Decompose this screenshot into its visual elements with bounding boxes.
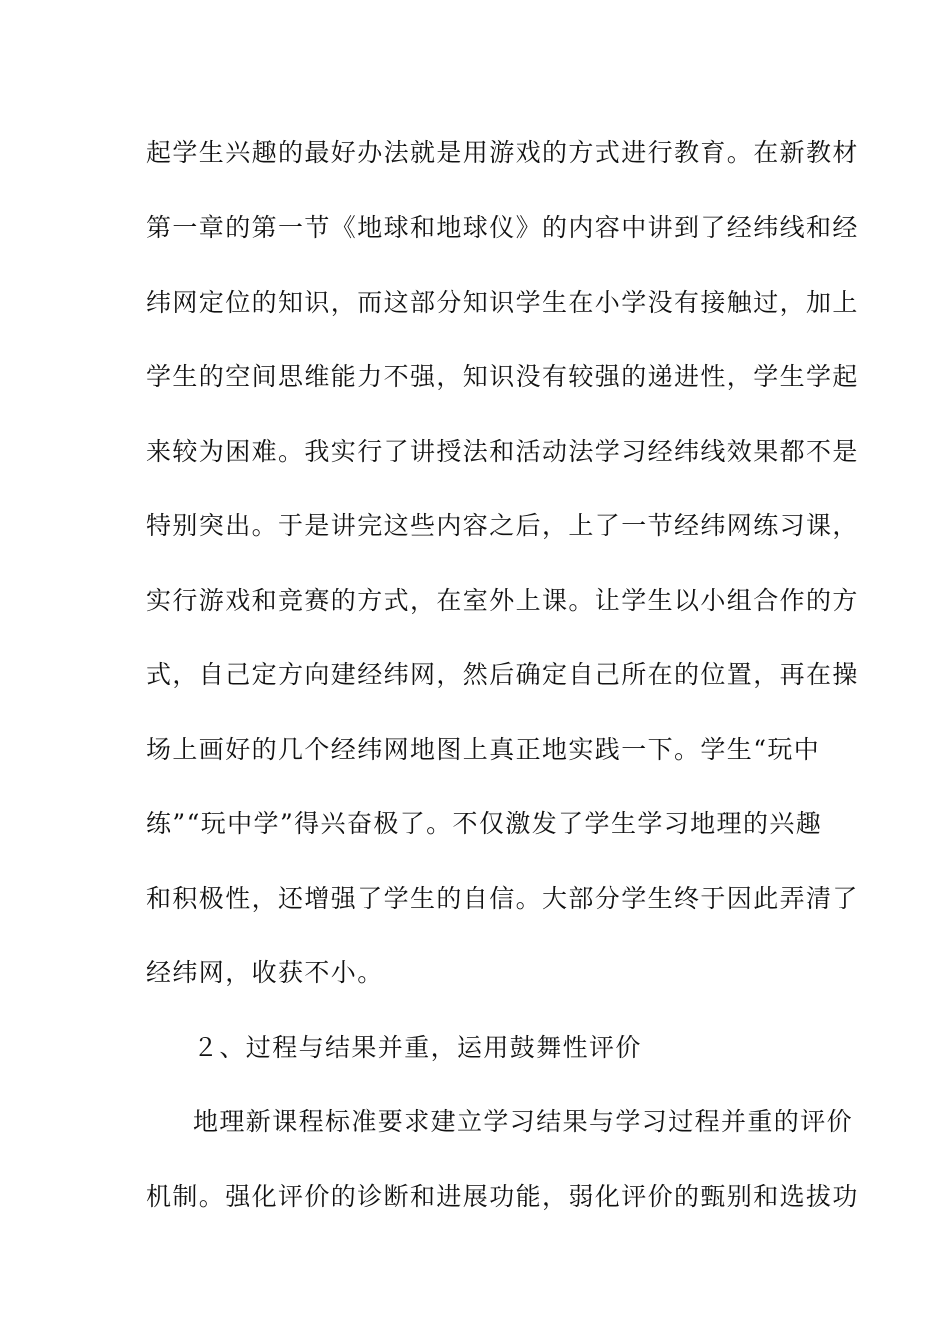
text-line: 式，自己定方向建经纬网，然后确定自己所在的位置，再在操 <box>146 660 859 689</box>
text-line: 机制。强化评价的诊断和进展功能，弱化评价的甄别和选拔功 <box>146 1182 859 1211</box>
text-line: 第一章的第一节《地球和地球仪》的内容中讲到了经纬线和经 <box>146 213 859 242</box>
text-line: 特别突出。于是讲完这些内容之后，上了一节经纬网练习课， <box>146 511 859 540</box>
text-line: 场上画好的几个经纬网地图上真正地实践一下。学生“玩中 <box>146 735 821 764</box>
text-line: 经纬网，收获不小。 <box>146 958 384 987</box>
text-line: 起学生兴趣的最好办法就是用游戏的方式进行教育。在新教材 <box>146 138 859 167</box>
text-line: 实行游戏和竞赛的方式，在室外上课。让学生以小组合作的方 <box>146 586 859 615</box>
text-line: 地理新课程标准要求建立学习结果与学习过程并重的评价 <box>193 1107 854 1136</box>
text-line: 练”“玩中学”得兴奋极了。不仅激发了学生学习地理的兴趣 <box>146 809 823 838</box>
text-line: 来较为困难。我实行了讲授法和活动法学习经纬线效果都不是 <box>146 437 859 466</box>
text-line: 和积极性，还增强了学生的自信。大部分学生终于因此弄清了 <box>146 884 859 913</box>
text-line: 纬网定位的知识，而这部分知识学生在小学没有接触过，加上 <box>146 288 859 317</box>
text-line: 学生的空间思维能力不强，知识没有较强的递进性，学生学起 <box>146 362 859 391</box>
section-heading: ２、过程与结果并重，运用鼓舞性评价 <box>193 1033 642 1062</box>
